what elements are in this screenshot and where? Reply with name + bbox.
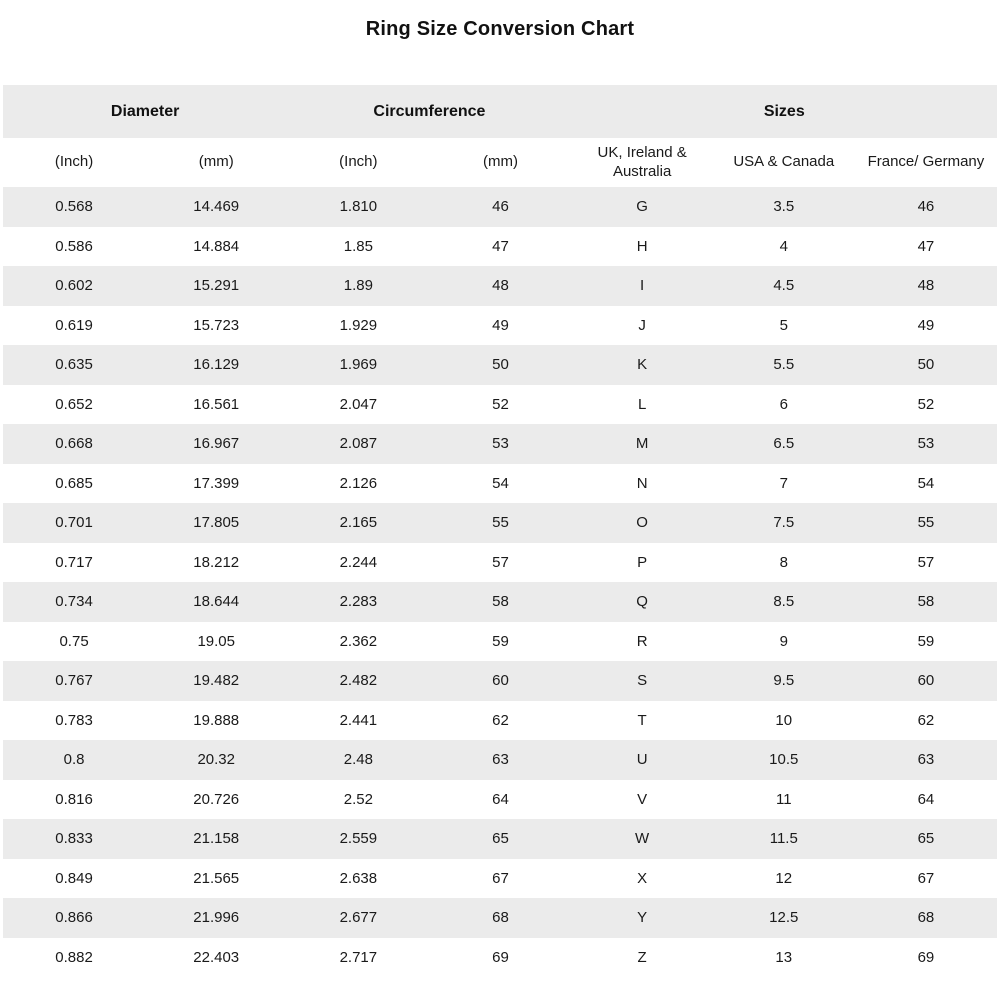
column-header-circumference-mm: (mm) bbox=[429, 138, 571, 187]
table-cell: 1.89 bbox=[343, 277, 373, 295]
table-cell: 8.5 bbox=[773, 593, 795, 611]
table-cell: 54 bbox=[917, 474, 935, 492]
table-cell: 0.783 bbox=[55, 711, 93, 729]
table-cell: 6.5 bbox=[773, 435, 795, 453]
table-head bbox=[3, 85, 997, 187]
table-cell: 68 bbox=[492, 909, 509, 927]
table-cell: 52 bbox=[917, 395, 935, 413]
table-cell: 2.638 bbox=[339, 869, 378, 887]
table-row bbox=[3, 187, 997, 227]
table-cell: 2.165 bbox=[339, 514, 378, 532]
table-cell: 2.047 bbox=[339, 395, 378, 413]
table-cell: 4.5 bbox=[773, 277, 795, 295]
table-cell: 49 bbox=[492, 316, 509, 334]
table-cell: 16.129 bbox=[193, 356, 240, 374]
table-cell: Y bbox=[637, 909, 648, 927]
table-row bbox=[3, 385, 997, 425]
table-cell: X bbox=[637, 869, 648, 887]
table-cell: 8 bbox=[779, 553, 788, 571]
table-cell: P bbox=[637, 553, 648, 571]
table-cell: 59 bbox=[492, 632, 509, 650]
table-wrapper bbox=[0, 85, 1000, 977]
table-cell: 68 bbox=[917, 909, 935, 927]
table-cell: 2.48 bbox=[343, 751, 373, 769]
table-cell: 15.291 bbox=[193, 277, 240, 295]
table-cell: 0.75 bbox=[59, 632, 89, 650]
table-cell: 12 bbox=[775, 869, 793, 887]
table-cell: 60 bbox=[492, 672, 509, 690]
table-row bbox=[3, 345, 997, 385]
table-cell: 58 bbox=[917, 593, 935, 611]
column-group-sizes: Sizes bbox=[572, 85, 997, 138]
column-header-circumference-inch: (Inch) bbox=[287, 138, 429, 187]
table-cell: 2.559 bbox=[339, 830, 378, 848]
table-cell: 3.5 bbox=[773, 198, 795, 216]
table-cell: 0.833 bbox=[55, 830, 93, 848]
table-cell: 13 bbox=[775, 948, 793, 966]
table-cell: 0.685 bbox=[55, 474, 93, 492]
table-row bbox=[3, 819, 997, 859]
column-group-diameter: Diameter bbox=[3, 85, 287, 138]
table-cell: 69 bbox=[917, 948, 935, 966]
table-cell: 64 bbox=[917, 790, 935, 808]
table-cell: 57 bbox=[917, 553, 935, 571]
table-cell: 10.5 bbox=[769, 751, 799, 769]
table-cell: Q bbox=[636, 593, 648, 611]
table-cell: 11 bbox=[775, 790, 792, 808]
table-cell: 0.635 bbox=[55, 356, 93, 374]
table-cell: S bbox=[637, 672, 648, 690]
page-title: Ring Size Conversion Chart bbox=[365, 18, 635, 40]
table-cell: 53 bbox=[492, 435, 509, 453]
table-cell: 16.967 bbox=[193, 435, 240, 453]
table-cell: N bbox=[636, 474, 648, 492]
table-cell: 0.701 bbox=[55, 514, 93, 532]
table-cell: 67 bbox=[917, 869, 935, 887]
table-cell: 9.5 bbox=[773, 672, 795, 690]
table-cell: 52 bbox=[492, 395, 509, 413]
table-cell: U bbox=[636, 751, 648, 769]
table-cell: 46 bbox=[492, 198, 509, 216]
table-cell: 0.586 bbox=[55, 237, 93, 255]
table-cell: 2.52 bbox=[343, 790, 373, 808]
table-cell: R bbox=[636, 632, 648, 650]
table-cell: L bbox=[637, 395, 647, 413]
table-cell: 57 bbox=[492, 553, 509, 571]
table-cell: 2.126 bbox=[339, 474, 378, 492]
table-cell: 48 bbox=[917, 277, 935, 295]
table-cell: 2.244 bbox=[339, 553, 378, 571]
table-cell: T bbox=[637, 711, 647, 729]
table-row bbox=[3, 780, 997, 820]
table-cell: 0.882 bbox=[55, 948, 93, 966]
table-cell: 7 bbox=[779, 474, 788, 492]
table-cell: 22.403 bbox=[193, 948, 240, 966]
column-group-row bbox=[3, 85, 997, 138]
table-cell: 7.5 bbox=[773, 514, 795, 532]
table-row bbox=[3, 227, 997, 267]
table-row bbox=[3, 503, 997, 543]
table-cell: 5 bbox=[779, 316, 788, 334]
table-cell: V bbox=[637, 790, 648, 808]
table-cell: 0.816 bbox=[55, 790, 93, 808]
table-cell: 63 bbox=[492, 751, 509, 769]
table-cell: 53 bbox=[917, 435, 935, 453]
table-cell: 4 bbox=[779, 237, 788, 255]
table-cell: I bbox=[640, 277, 645, 295]
table-cell: 50 bbox=[492, 356, 509, 374]
table-body bbox=[3, 187, 997, 977]
table-row bbox=[3, 859, 997, 899]
ring-size-conversion-table bbox=[3, 85, 997, 977]
table-cell: H bbox=[636, 237, 648, 255]
table-cell: 10 bbox=[775, 711, 793, 729]
table-cell: M bbox=[635, 435, 649, 453]
table-cell: 1.810 bbox=[339, 198, 378, 216]
table-cell: 55 bbox=[917, 514, 935, 532]
table-cell: 63 bbox=[917, 751, 935, 769]
table-row bbox=[3, 582, 997, 622]
table-cell: 21.565 bbox=[193, 869, 240, 887]
table-cell: 0.866 bbox=[55, 909, 93, 927]
column-header-row bbox=[3, 138, 997, 187]
table-cell: 65 bbox=[917, 830, 935, 848]
table-cell: 46 bbox=[917, 198, 935, 216]
table-cell: 17.805 bbox=[193, 514, 240, 532]
table-cell: 0.652 bbox=[55, 395, 93, 413]
table-cell: 12.5 bbox=[769, 909, 799, 927]
table-row bbox=[3, 661, 997, 701]
table-cell: 0.717 bbox=[55, 553, 93, 571]
table-cell: 2.717 bbox=[339, 948, 378, 966]
column-header-uk-ireland-australia: UK, Ireland & Australia bbox=[572, 138, 713, 187]
table-cell: 47 bbox=[492, 237, 509, 255]
table-cell: 5.5 bbox=[773, 356, 795, 374]
table-row bbox=[3, 266, 997, 306]
table-cell: 1.969 bbox=[339, 356, 378, 374]
table-cell: 6 bbox=[779, 395, 788, 413]
table-cell: 21.996 bbox=[193, 909, 240, 927]
table-row bbox=[3, 740, 997, 780]
table-cell: 21.158 bbox=[193, 830, 240, 848]
table-cell: 0.602 bbox=[55, 277, 93, 295]
table-cell: 14.884 bbox=[193, 237, 240, 255]
table-cell: 11.5 bbox=[769, 830, 798, 848]
table-cell: 20.726 bbox=[193, 790, 240, 808]
table-cell: 55 bbox=[492, 514, 509, 532]
table-cell: 2.441 bbox=[339, 711, 378, 729]
table-cell: 50 bbox=[917, 356, 935, 374]
table-cell: 59 bbox=[917, 632, 935, 650]
table-cell: 65 bbox=[492, 830, 509, 848]
table-cell: 14.469 bbox=[193, 198, 240, 216]
table-cell: 2.362 bbox=[339, 632, 378, 650]
table-cell: 15.723 bbox=[193, 316, 240, 334]
table-cell: 19.888 bbox=[193, 711, 240, 729]
table-cell: 0.8 bbox=[63, 751, 85, 769]
table-row bbox=[3, 306, 997, 346]
table-cell: 47 bbox=[917, 237, 935, 255]
table-cell: 19.482 bbox=[193, 672, 240, 690]
table-cell: 60 bbox=[917, 672, 935, 690]
column-header-france-germany: France/ Germany bbox=[855, 138, 997, 187]
table-cell: K bbox=[637, 356, 648, 374]
table-cell: 17.399 bbox=[193, 474, 240, 492]
table-cell: 18.212 bbox=[193, 553, 240, 571]
table-cell: 54 bbox=[492, 474, 509, 492]
table-row bbox=[3, 424, 997, 464]
table-cell: 67 bbox=[492, 869, 509, 887]
table-cell: 69 bbox=[492, 948, 509, 966]
table-cell: 20.32 bbox=[197, 751, 235, 769]
table-cell: 2.482 bbox=[339, 672, 378, 690]
table-cell: 48 bbox=[492, 277, 509, 295]
table-cell: 1.929 bbox=[339, 316, 378, 334]
table-cell: 9 bbox=[779, 632, 788, 650]
table-cell: 64 bbox=[492, 790, 509, 808]
table-cell: 58 bbox=[492, 593, 509, 611]
table-row bbox=[3, 464, 997, 504]
table-cell: O bbox=[636, 514, 648, 532]
column-header-usa-canada: USA & Canada bbox=[713, 138, 855, 187]
table-cell: 0.849 bbox=[55, 869, 93, 887]
table-cell: 2.283 bbox=[339, 593, 378, 611]
table-cell: 19.05 bbox=[197, 632, 235, 650]
column-group-circumference: Circumference bbox=[287, 85, 571, 138]
table-cell: 0.568 bbox=[55, 198, 93, 216]
column-header-diameter-mm: (mm) bbox=[145, 138, 287, 187]
table-row bbox=[3, 938, 997, 978]
table-cell: 0.619 bbox=[55, 316, 93, 334]
table-cell: Z bbox=[637, 948, 647, 966]
table-row bbox=[3, 898, 997, 938]
table-row bbox=[3, 543, 997, 583]
table-cell: 0.668 bbox=[55, 435, 93, 453]
table-cell: 0.734 bbox=[55, 593, 93, 611]
table-row bbox=[3, 622, 997, 662]
table-cell: 16.561 bbox=[193, 395, 240, 413]
table-cell: G bbox=[636, 198, 648, 216]
table-cell: 18.644 bbox=[193, 593, 240, 611]
table-cell: 2.677 bbox=[339, 909, 378, 927]
table-row bbox=[3, 701, 997, 741]
column-header-diameter-inch: (Inch) bbox=[3, 138, 145, 187]
table-cell: 1.85 bbox=[343, 237, 373, 255]
table-cell: 49 bbox=[917, 316, 935, 334]
table-cell: 62 bbox=[492, 711, 509, 729]
table-cell: W bbox=[635, 830, 650, 848]
table-cell: 2.087 bbox=[339, 435, 378, 453]
table-cell: 0.767 bbox=[55, 672, 93, 690]
table-cell: 62 bbox=[917, 711, 935, 729]
table-cell: J bbox=[638, 316, 646, 334]
